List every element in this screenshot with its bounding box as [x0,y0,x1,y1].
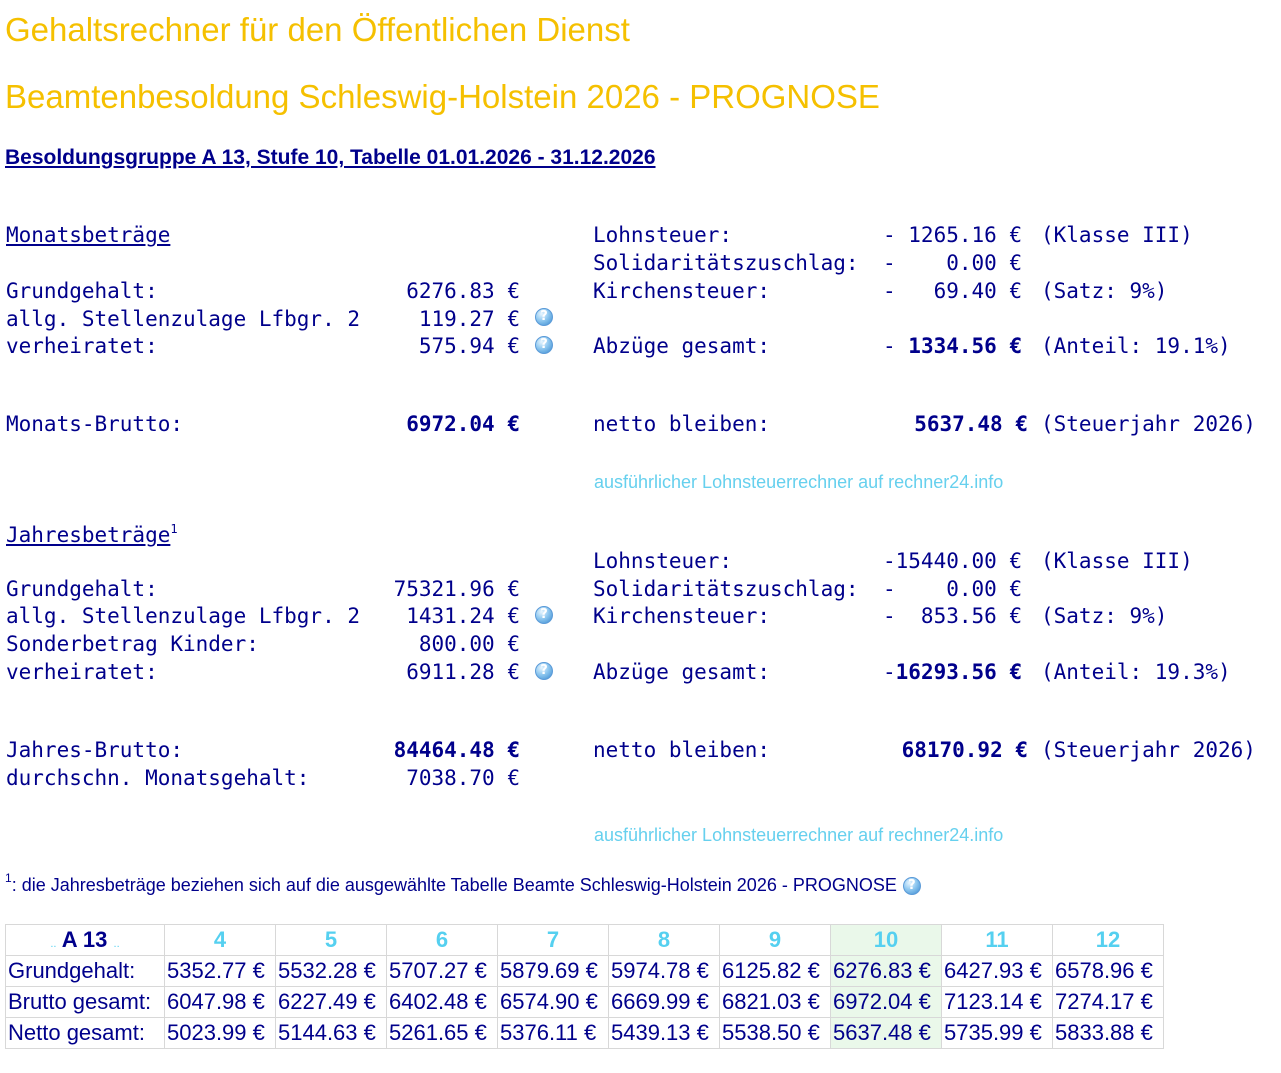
netto-note: (Steuerjahr 2026) [1041,412,1256,436]
netto-label: netto bleiben: [593,738,771,762]
yearly-row-label: Sonderbetrag Kinder: [6,632,259,656]
abzuege-sign: - [883,660,896,684]
salary-group-heading-link[interactable]: Besoldungsgruppe A 13, Stufe 10, Tabelle 01.01.2026 - 31.12.2026 [5,146,656,169]
monthly-brutto-value [406,410,520,438]
salary-step-table [5,924,1164,1049]
yearly-brutto-amount: 84464.48 € [393,738,520,762]
table-cell: 6227.49 € [276,987,387,1018]
monthly-row-value: 575.94 € [418,334,520,358]
table-cell: 5735.99 € [942,1018,1053,1049]
group-cell [6,925,165,956]
footnote [5,871,921,896]
monthly-row-value: 6276.83 € [406,279,520,303]
row-label: Grundgehalt: [6,956,165,987]
monthly-row-label: allg. Stellenzulage Lfbgr. 2 [6,307,361,331]
table-cell: 6578.96 € [1053,956,1164,987]
lohnsteuer-label: Lohnsteuer: [593,223,733,247]
netto-value [902,736,1028,764]
yearly-row-label: Grundgehalt: [6,577,158,601]
soli-label: Solidaritätszuschlag: [593,577,859,601]
step-header[interactable]: 12 [1053,925,1164,956]
row-label: Netto gesamt: [6,1018,165,1049]
footnote-mark: 1 [170,522,178,536]
monthly-brutto-label: Monats-Brutto: [6,412,184,436]
soli-label: Solidaritätszuschlag: [593,251,859,275]
yearly-section-label: Jahresbeträge [6,523,171,547]
table-cell: 6047.98 € [165,987,276,1018]
step-header-selected[interactable]: 10 [831,925,942,956]
abzuege-sign: - [883,334,909,358]
table-cell: 5833.88 € [1053,1018,1164,1049]
yearly-row-value: 75321.96 € [393,577,520,601]
abzuege-value [883,332,1022,360]
table-cell: 5023.99 € [165,1018,276,1049]
kirchensteuer-note: (Satz: 9%) [1041,604,1168,628]
table-cell: 6574.90 € [498,987,609,1018]
table-row [6,1018,1164,1049]
table-cell: 5974.78 € [609,956,720,987]
table-row [6,987,1164,1018]
info-icon[interactable]: ? [535,606,553,624]
abzuege-amount: 16293.56 € [895,660,1023,684]
netto-amount: 5637.48 € [914,412,1028,436]
lohnsteuerrechner-link[interactable]: ausführlicher Lohnsteuerrechner auf rechner24.info [594,825,1004,845]
table-cell: 5352.77 € [165,956,276,987]
step-header[interactable]: 6 [387,925,498,956]
table-cell-selected: 6276.83 € [831,956,942,987]
yearly-row-label: allg. Stellenzulage Lfbgr. 2 [6,604,361,628]
table-row [6,956,1164,987]
table-cell: 5538.50 € [720,1018,831,1049]
table-cell: 5439.13 € [609,1018,720,1049]
table-cell: 6125.82 € [720,956,831,987]
kirchensteuer-value: - 853.56 € [883,604,1023,628]
table-cell: 6821.03 € [720,987,831,1018]
table-cell: 6427.93 € [942,956,1053,987]
table-cell: 5144.63 € [276,1018,387,1049]
netto-note: (Steuerjahr 2026) [1041,738,1256,762]
abzuege-value [883,658,1022,686]
group-prev-link[interactable]: .. [50,938,57,950]
step-header[interactable]: 9 [720,925,831,956]
page-title: Gehaltsrechner für den Öffentlichen Dienst [5,11,630,48]
yearly-row-value: 800.00 € [418,632,520,656]
step-header[interactable]: 7 [498,925,609,956]
netto-amount: 68170.92 € [901,738,1028,762]
group-next-link[interactable]: .. [113,938,120,950]
kirchensteuer-label: Kirchensteuer: [593,279,771,303]
avg-monthly-value: 7038.70 € [406,766,520,790]
yearly-row-value: 6911.28 € [406,660,520,684]
abzuege-note: (Anteil: 19.3%) [1041,660,1231,684]
step-header[interactable]: 8 [609,925,720,956]
group-label: A 13 [61,927,108,952]
table-cell: 7123.14 € [942,987,1053,1018]
table-header-row [6,925,1164,956]
soli-value: - 0.00 € [883,577,1023,601]
row-label: Brutto gesamt: [6,987,165,1018]
abzuege-label: Abzüge gesamt: [593,334,771,358]
table-cell-selected: 6972.04 € [831,987,942,1018]
lohnsteuer-value: -15440.00 € [883,549,1023,573]
abzuege-amount: 1334.56 € [908,334,1023,358]
footnote-mark: 1 [5,871,12,885]
table-cell: 5707.27 € [387,956,498,987]
table-cell: 5376.11 € [498,1018,609,1049]
step-header[interactable]: 5 [276,925,387,956]
table-cell: 5261.65 € [387,1018,498,1049]
abzuege-label: Abzüge gesamt: [593,660,771,684]
kirchensteuer-label: Kirchensteuer: [593,604,771,628]
info-icon[interactable]: ? [535,662,553,680]
yearly-brutto-value [394,736,520,764]
yearly-section-header [6,521,178,549]
info-icon[interactable]: ? [903,877,921,895]
page-subtitle: Beamtenbesoldung Schleswig-Holstein 2026 - PROGNOSE [5,78,880,115]
monthly-row-value: 119.27 € [418,307,520,331]
lohnsteuer-label: Lohnsteuer: [593,549,733,573]
abzuege-note: (Anteil: 19.1%) [1041,334,1231,358]
yearly-brutto-label: Jahres-Brutto: [6,738,184,762]
monthly-row-label: Grundgehalt: [6,279,158,303]
table-cell: 5532.28 € [276,956,387,987]
kirchensteuer-note: (Satz: 9%) [1041,279,1168,303]
kirchensteuer-value: - 69.40 € [883,279,1023,303]
lohnsteuer-note: (Klasse III) [1041,223,1193,247]
footnote-text: : die Jahresbeträge beziehen sich auf die ausgewählte Tabelle Beamte Schleswig-Holstein 2026 - PROGNOSE [11,875,897,895]
yearly-row-label: verheiratet: [6,660,158,684]
table-cell: 5879.69 € [498,956,609,987]
step-header[interactable]: 11 [942,925,1053,956]
yearly-row-value: 1431.24 € [406,604,520,628]
table-cell: 7274.17 € [1053,987,1164,1018]
monthly-section-label: Monatsbeträge [6,223,171,247]
soli-value: - 0.00 € [883,251,1023,275]
avg-monthly-label: durchschn. Monatsgehalt: [6,766,310,790]
table-cell: 6402.48 € [387,987,498,1018]
table-cell: 6669.99 € [609,987,720,1018]
netto-value [914,410,1028,438]
netto-label: netto bleiben: [593,412,771,436]
lohnsteuer-note: (Klasse III) [1041,549,1193,573]
info-icon[interactable]: ? [535,336,553,354]
lohnsteuer-value: - 1265.16 € [883,223,1023,247]
lohnsteuerrechner-link[interactable]: ausführlicher Lohnsteuerrechner auf rechner24.info [594,472,1004,492]
monthly-row-label: verheiratet: [6,334,158,358]
info-icon[interactable]: ? [535,308,553,326]
monthly-brutto-amount: 6972.04 € [406,412,520,436]
step-header[interactable]: 4 [165,925,276,956]
table-cell-selected: 5637.48 € [831,1018,942,1049]
